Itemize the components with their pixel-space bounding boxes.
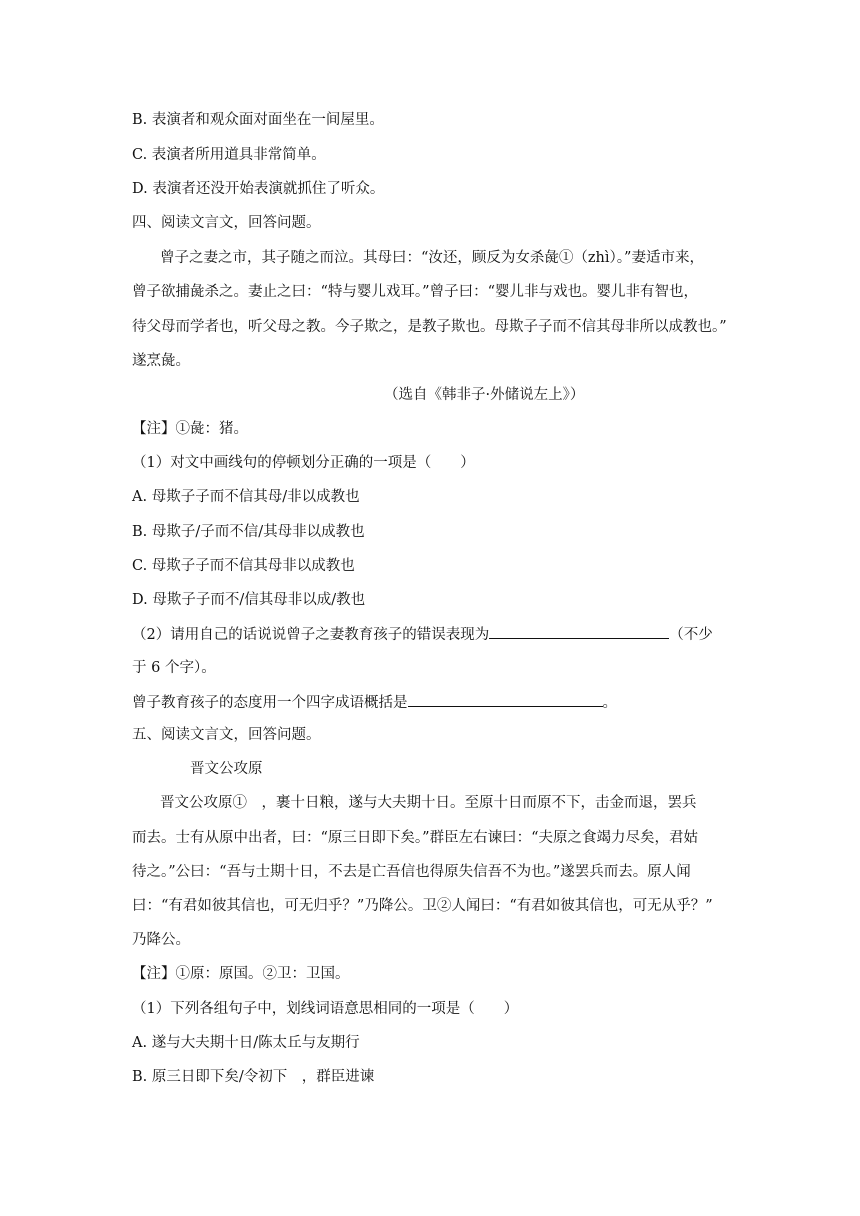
section4-q1-stem: （1）对文中画线句的停顿划分正确的一项是（ ） bbox=[132, 455, 475, 471]
section5-q1-stem: （1）下列各组句子中，划线词语意思相同的一项是（ ） bbox=[132, 1001, 519, 1017]
section4-q2-stem: （2）请用自己的话说说曾子之妻教育孩子的错误表现为 bbox=[132, 627, 490, 643]
passage2-line: 曰：“有君如彼其信也，可无归乎？”乃降公。卫②人闻曰：“有君如彼其信也，可无从乎？” bbox=[132, 898, 713, 914]
passage2-title: 晋文公攻原 bbox=[190, 761, 263, 777]
passage2-line: 晋文公攻原① ，裹十日粮，遂与大夫期十日。至原十日而原不下，击金而退，罢兵 bbox=[160, 795, 697, 811]
passage1-line: 曾子之妻之市，其子随之而泣。其母曰：“汝还，顾反为女杀彘①（zhì）。”妻适市来， bbox=[160, 250, 704, 266]
answer-blank[interactable] bbox=[408, 692, 603, 707]
q3-option-d: D. 表演者还没开始表演就抓住了听众。 bbox=[132, 181, 385, 197]
passage1-note: 【注】①彘：猪。 bbox=[132, 421, 248, 437]
section4-q1-option-b: B. 母欺子/子而不信/其母非以成教也 bbox=[132, 524, 365, 540]
section4-q2-line2: 于 6 个字）。 bbox=[132, 660, 216, 676]
section4-q1-option-c: C. 母欺子子而不信其母非以成教也 bbox=[132, 558, 355, 574]
section4-q1-option-d: D. 母欺子子而不/信其母非以成/教也 bbox=[132, 592, 366, 608]
passage1-source: （选自《韩非子·外储说左上》） bbox=[384, 387, 585, 403]
section4-q2-stem-tail: （不少 bbox=[669, 627, 713, 643]
passage1-line: 待父母而学者也，听父母之教。今子欺之，是教子欺也。母欺子子而不信其母非所以成教也。” bbox=[132, 319, 727, 335]
section5-q1-option-b: B. 原三日即下矣/令初下 ，群臣进谏 bbox=[132, 1069, 375, 1085]
passage2-line: 待之。”公曰：“吾与士期十日，不去是亡吾信也得原失信吾不为也。”遂罢兵而去。原人闻 bbox=[132, 864, 691, 880]
section4-q2-line1 bbox=[132, 624, 713, 645]
passage2-note: 【注】①原：原国。②卫：卫国。 bbox=[132, 966, 350, 982]
section4-q2-idiom-tail: 。 bbox=[602, 695, 617, 711]
passage2-line: 而去。士有从原中出者，曰：“原三日即下矣。”群臣左右谏曰：“夫原之食竭力尽矣，君姑 bbox=[132, 830, 698, 846]
section4-q1-option-a: A. 母欺子子而不信其母/非以成教也 bbox=[132, 489, 360, 505]
section4-q2-idiom-stem: 曾子教育孩子的态度用一个四字成语概括是 bbox=[132, 695, 408, 711]
answer-blank[interactable] bbox=[489, 624, 669, 639]
passage1-line: 曾子欲捕彘杀之。妻止之曰：“特与婴儿戏耳。”曾子曰：“婴儿非与戏也。婴儿非有智也， bbox=[132, 284, 698, 300]
passage1-line: 遂烹彘。 bbox=[132, 353, 190, 369]
section4-heading: 四、阅读文言文，回答问题。 bbox=[132, 215, 321, 231]
q3-option-b: B. 表演者和观众面对面坐在一间屋里。 bbox=[132, 112, 384, 128]
section4-q2-line3 bbox=[132, 692, 617, 713]
passage2-line: 乃降公。 bbox=[132, 932, 190, 948]
section5-q1-option-a: A. 遂与大夫期十日/陈太丘与友期行 bbox=[132, 1035, 360, 1051]
section5-heading: 五、阅读文言文，回答问题。 bbox=[132, 727, 321, 743]
q3-option-c: C. 表演者所用道具非常简单。 bbox=[132, 147, 326, 163]
